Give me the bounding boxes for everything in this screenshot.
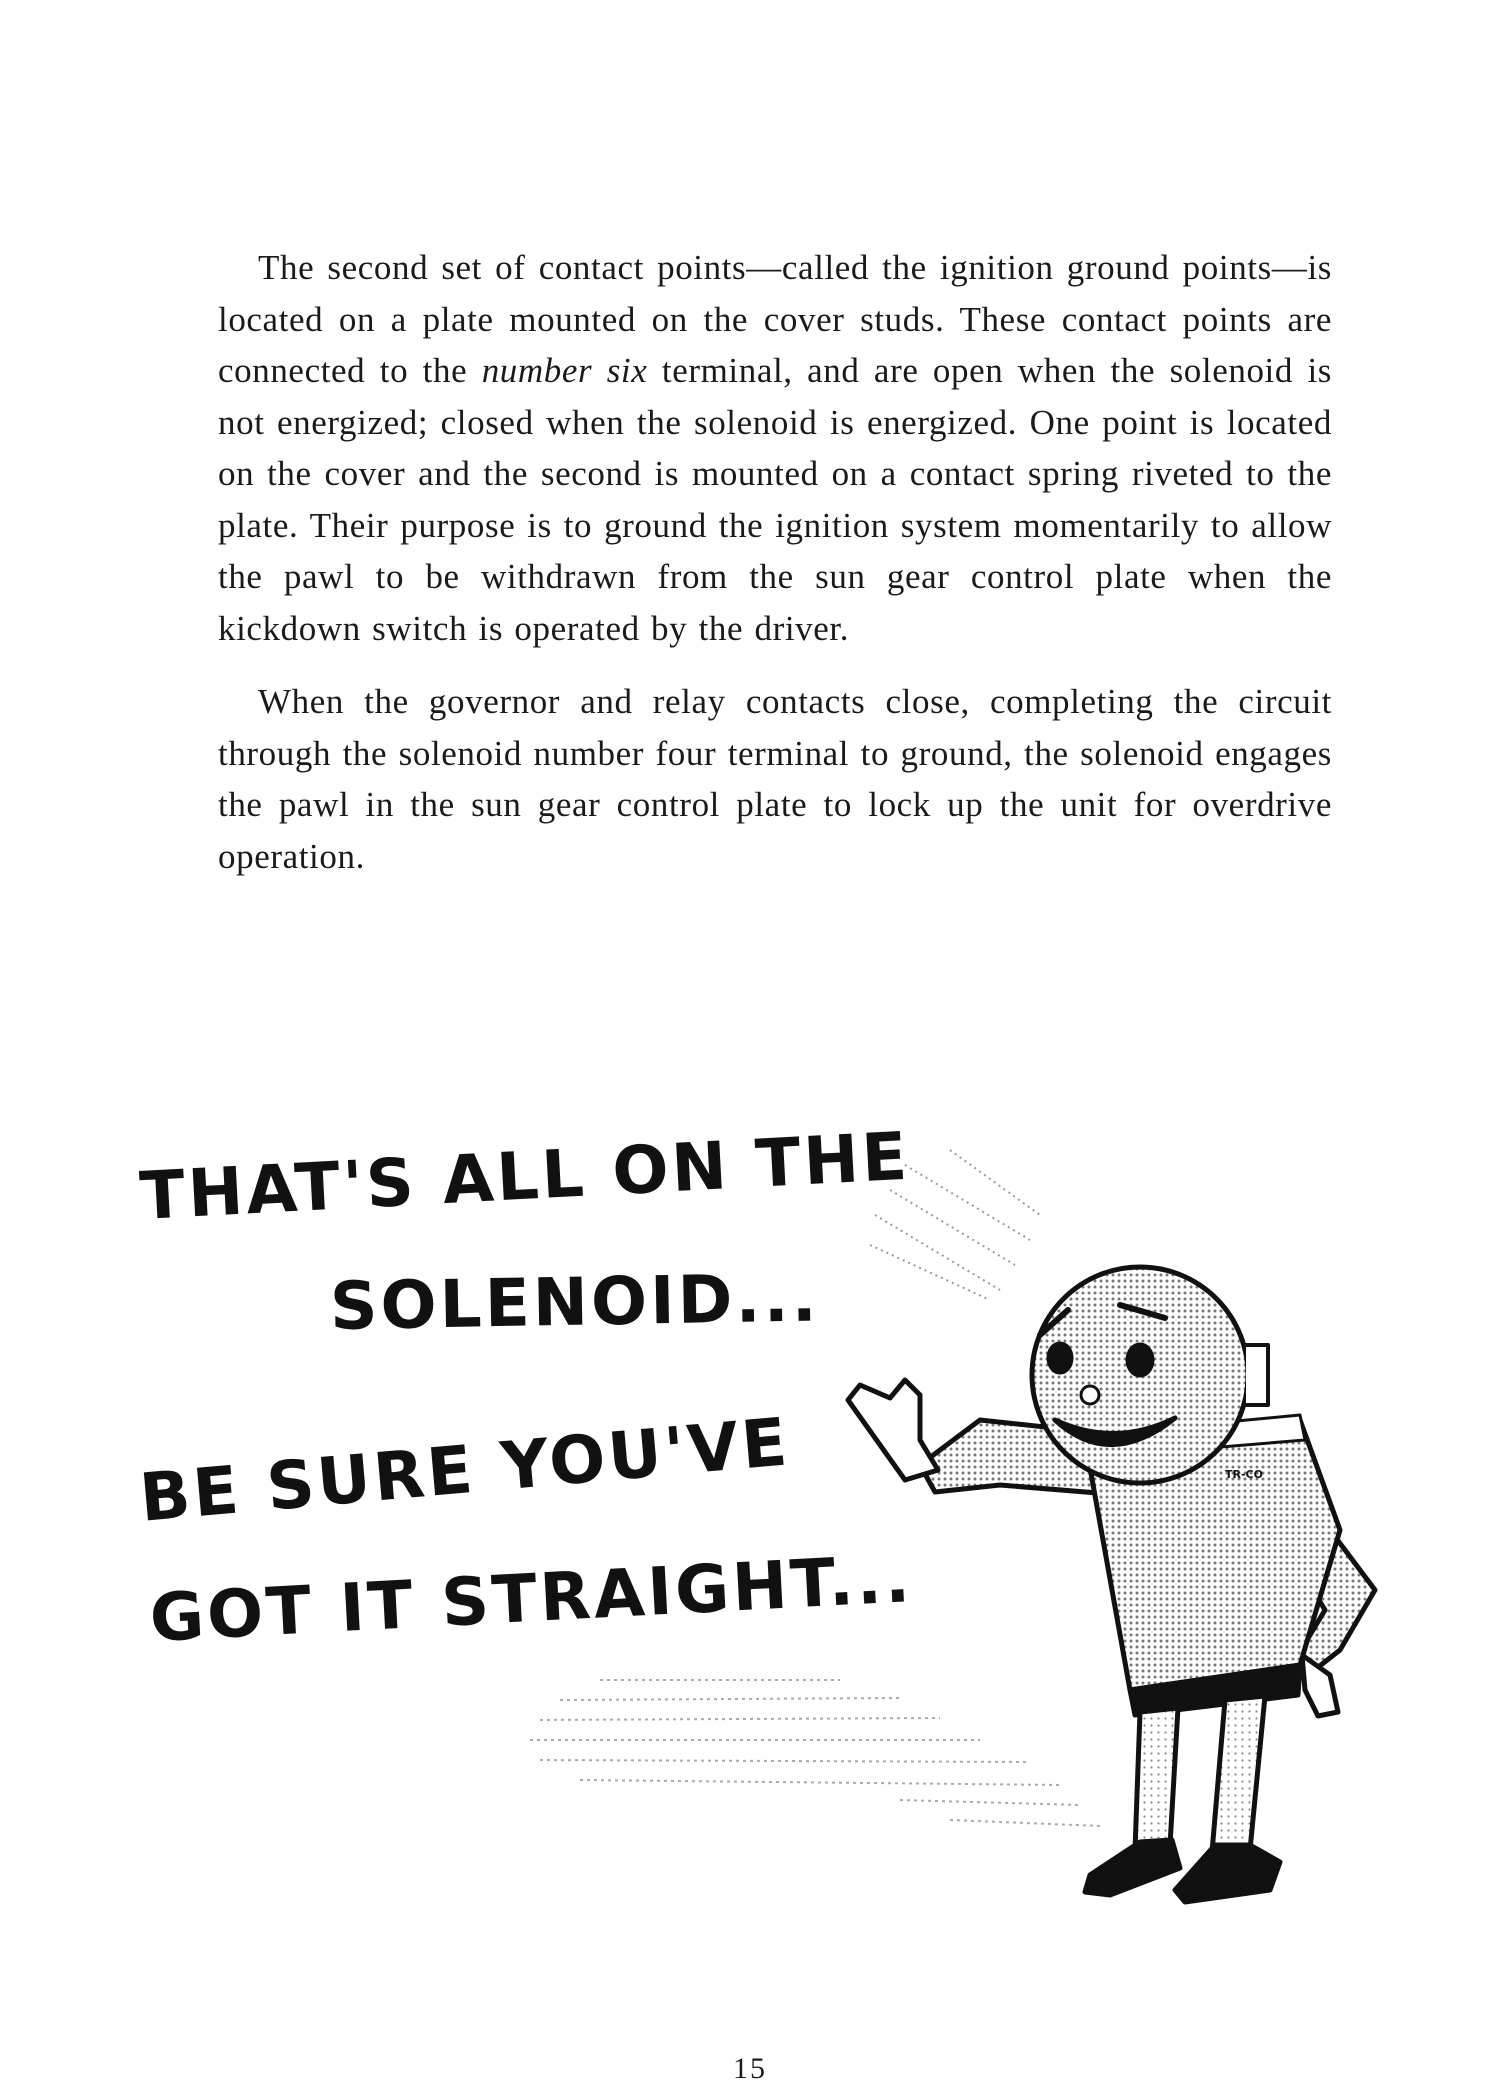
paragraph-1-part-2: terminal, and are open when the solenoid is not energized; closed when the solenoid is energized. One point is located on the cover and the second is mounted on a contact spring riveted to the plate. Their purpose is to ground the ignition system momentarily to allow the pawl to be withdrawn from the sun gear control plate when the kickdown switch is operated by the driver. xyxy=(218,351,1333,648)
paragraph-governor-relay: When the governor and relay contacts close, completing the circuit through the solenoid number four terminal to ground, the solenoid engages the pawl in the sun gear control plate to lock up the unit for overdrive operation. xyxy=(218,682,1332,876)
page-number: 15 xyxy=(733,2052,767,2085)
number-six-emphasis: number six xyxy=(481,351,648,390)
left-leg xyxy=(1135,1708,1178,1850)
left-eye xyxy=(1049,1344,1071,1372)
slogan-line-4: GOT IT STRAIGHT... xyxy=(147,1540,915,1657)
motion-lines xyxy=(870,1150,1040,1300)
mascot-illustration xyxy=(0,1117,1500,1960)
robot-mascot-figure xyxy=(848,1267,1375,1902)
ear xyxy=(1246,1345,1268,1405)
ground-shadow xyxy=(530,1680,1100,1826)
nose xyxy=(1081,1386,1099,1404)
paragraph-1-part-1: The second set of contact points—called the ignition ground points—is located on a plate mounted on the cover studs. These contact points are connected to the xyxy=(218,248,1332,390)
paragraph-ignition-ground-points xyxy=(218,242,1332,654)
slogan-line-1: THAT'S ALL ON THE xyxy=(137,1117,912,1235)
slogan-line-3: BE SURE YOU'VE xyxy=(136,1403,793,1537)
right-leg xyxy=(1212,1696,1265,1852)
right-eye xyxy=(1128,1345,1152,1375)
mascot-badge: TR-CO xyxy=(1225,1468,1263,1481)
body-text xyxy=(218,242,1332,904)
left-shoe xyxy=(1085,1840,1180,1895)
slogan-line-2: SOLENOID... xyxy=(329,1259,821,1345)
right-shoe xyxy=(1175,1845,1280,1902)
left-hand xyxy=(848,1380,938,1480)
